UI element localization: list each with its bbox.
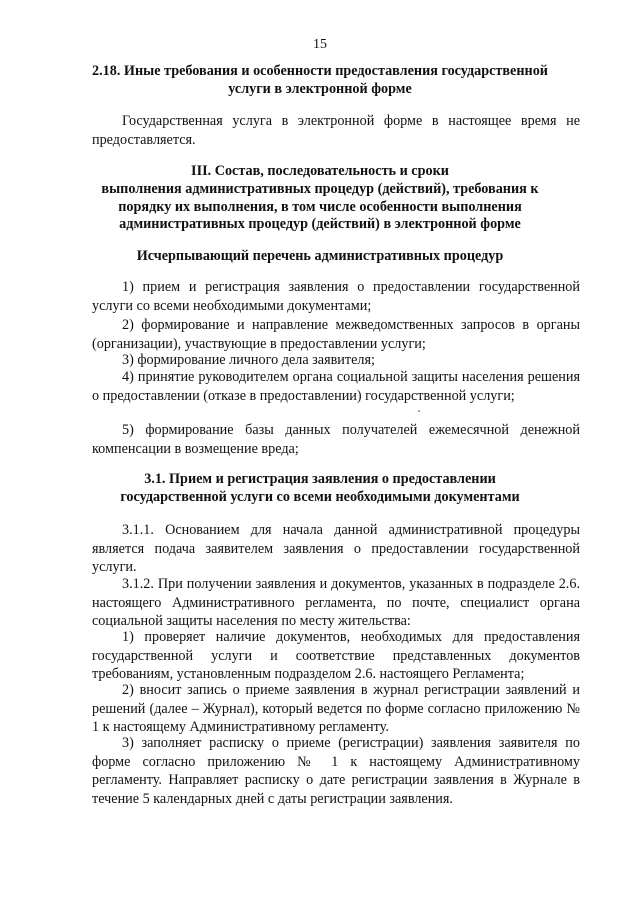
procedure-item-2: 2) формирование и направление межведомственных запросов в органы (организации), участвующие в предоставлении услуги;: [92, 317, 580, 352]
section-218-text: Государственная услуга в электронной форме в настоящее время не предоставляется.: [92, 113, 580, 148]
paragraph-3-1-2: 3.1.2. При получении заявления и документов, указанных в подразделе 2.6. настоящего Административного регламента, по почте, специалист органа социальной защиты населения по месту жительства:: [92, 576, 580, 629]
section-3-title-line-2: выполнения административных процедур (действий), требования к: [101, 181, 539, 197]
page-number: 15: [313, 37, 327, 52]
procedure-item-4: 4) принятие руководителем органа социальной защиты населения решения о предоставлении (отказе в предоставлении) государственной услуги;: [92, 369, 580, 404]
section-3-title-line-4: административных процедур (действий) в электронной форме: [119, 216, 521, 232]
section-31-title-line-1: 3.1. Прием и регистрация заявления о предоставлении: [144, 471, 496, 487]
section-3-title-line-3: порядку их выполнения, в том числе особенности выполнения: [118, 199, 522, 215]
procedure-item-3: 3) формирование личного дела заявителя;: [122, 352, 375, 368]
section-31-title-line-2: государственной услуги со всеми необходимыми документами: [120, 489, 520, 505]
procedure-item-5: 5) формирование базы данных получателей ежемесячной денежной компенсации в возмещение вреда;: [92, 422, 580, 457]
procedures-subtitle: Исчерпывающий перечень административных процедур: [136, 248, 504, 264]
scan-speck: [418, 410, 420, 412]
section-218-title-line-2: услуги в электронной форме: [228, 81, 412, 97]
subitem-1: 1) проверяет наличие документов, необходимых для предоставления государственной услуги и соответствие представленных документов требованиям, установленным подразделом 2.6. настоящего Регламента;: [92, 629, 580, 682]
section-218-title-line-1: 2.18. Иные требования и особенности предоставления государственной: [92, 63, 548, 79]
paragraph-3-1-1: 3.1.1. Основанием для начала данной административной процедуры является подача заявителем заявления о предоставлении государственной услуги.: [92, 522, 580, 575]
section-3-title-line-1: III. Состав, последовательность и сроки: [191, 163, 449, 179]
subitem-3: 3) заполняет расписку о приеме (регистрации) заявления заявителя по форме согласно приложению № 1 к настоящему Административному регламенту. Направляет расписку о дате регистрации заявления в Журнале в течение 5 календарных дней с даты регистрации заявления.: [92, 735, 580, 807]
subitem-2: 2) вносит запись о приеме заявления в журнал регистрации заявлений и решений (далее – Журнал), который ведется по форме согласно приложению № 1 к настоящему Административному регламенту.: [92, 682, 580, 735]
procedure-item-1: 1) прием и регистрация заявления о предоставлении государственной услуги со всеми необходимыми документами;: [92, 279, 580, 314]
